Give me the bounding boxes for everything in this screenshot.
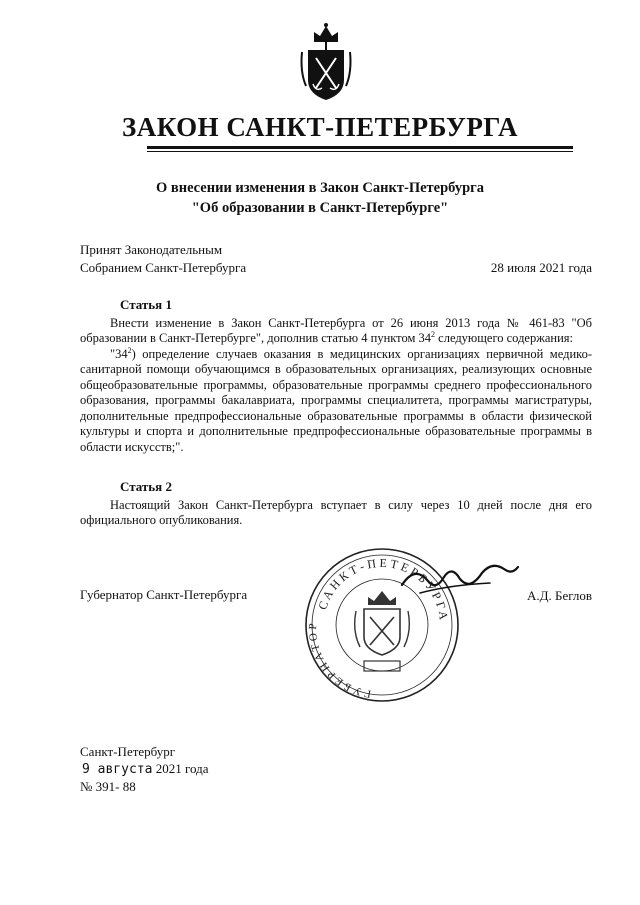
article-1-text-b: следующего содержания:: [435, 331, 574, 345]
article-1: [80, 297, 592, 455]
article-2: [80, 479, 592, 529]
article-1-paragraph-1: [80, 316, 592, 347]
coat-of-arms-icon: [296, 22, 356, 104]
adoption-line-1: Принят Законодательным: [80, 242, 223, 257]
signing-details: [80, 743, 208, 795]
article-1-item-text: ) определение случаев оказания в медицинских организациях первичной медико-санитарной помощи обучающимся в образовательных организациях, реализующих основные общеобразовательные программы, образовательные программы среднего профессионального образования, программы бакалавриата, программы специалитета, программы магистратуры, дополнительные предпрофессиональные образовательные программы в области физической культуры и спорта и дополнительные предпрофессиональные образовательные программы в области искусств;".: [80, 346, 592, 454]
governor-title: Губернатор Санкт-Петербурга: [80, 587, 248, 602]
adoption-line-2: Собранием Санкт-Петербурга: [80, 260, 247, 275]
seal-side-text: ГУБЕРНАТОР: [306, 620, 373, 700]
adoption-date: 28 июля 2021 года: [490, 260, 592, 275]
superscript: 2: [431, 329, 436, 339]
title-rule: [147, 146, 573, 149]
seal-top-text: САНКТ-ПЕТЕРБУРГА: [315, 555, 452, 624]
title-rule-thin: [147, 151, 573, 152]
signing-city: Санкт-Петербург: [80, 744, 176, 759]
signing-day-month: 9 августа: [82, 762, 153, 777]
article-1-paragraph-2: [80, 347, 592, 456]
article-2-paragraph: Настоящий Закон Санкт-Петербурга вступает в силу через 10 дней после дня его официального опубликования.: [80, 497, 592, 527]
superscript: 2: [127, 345, 132, 355]
subtitle-line-2: "Об образовании в Санкт-Петербурге": [191, 200, 449, 216]
handwritten-signature: [400, 555, 520, 600]
article-2-heading: Статья 2: [120, 479, 172, 494]
law-title: ЗАКОН САНКТ-ПЕТЕРБУРГА: [121, 112, 519, 142]
article-1-text-a: Внести изменение в Закон Санкт-Петербурга от 26 июня 2013 года № 461-83 "Об образовании в Санкт-Петербурге", дополнив статью 4 пунктом 34: [80, 315, 592, 345]
article-1-heading: Статья 1: [120, 297, 172, 312]
adoption-note: [80, 241, 246, 277]
governor-name: А.Д. Беглов: [527, 588, 593, 603]
law-subtitle: [0, 178, 640, 218]
article-1-item-number: "34: [110, 346, 128, 361]
signing-date: [80, 760, 208, 778]
signing-year: 2021 года: [155, 761, 209, 776]
law-number: № 391- 88: [80, 779, 136, 794]
subtitle-line-1: О внесении изменения в Закон Санкт-Петербурга: [155, 180, 484, 196]
